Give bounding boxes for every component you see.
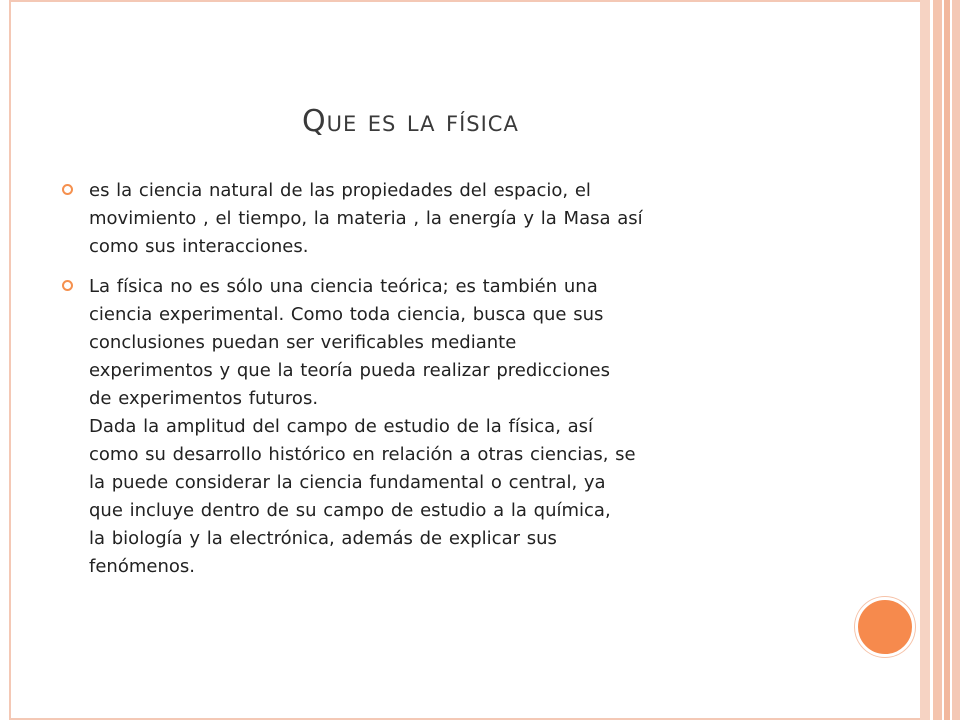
decorative-stripe	[933, 0, 942, 720]
decorative-stripe	[920, 0, 930, 720]
decorative-stripe	[952, 0, 960, 720]
bullet-text: es la ciencia natural de las propiedades del espacio, el movimiento , el tiempo, la materia , la energía y la Masa así como sus interacciones.	[89, 180, 643, 257]
bullet-item	[60, 273, 820, 581]
slide-border-left	[9, 0, 11, 720]
decorative-circle	[855, 597, 915, 657]
slide-border-top	[9, 0, 920, 2]
bullet-ring-icon	[62, 184, 73, 195]
slide-title: Que es la física	[302, 104, 519, 139]
bullet-list	[60, 177, 820, 593]
bullet-text: La física no es sólo una ciencia teórica; es también una ciencia experimental. Como toda ciencia, busca que sus conclusiones puedan ser verificables mediante experimentos y que la teoría pueda realizar predicciones de experimentos futuros. Dada la amplitud del campo de estudio de la física, así como su desarrollo histórico en relación a otras ciencias, se la puede considerar la ciencia fundamental o central, ya que incluye dentro de su campo de estudio a la química, la biología y la electrónica, además de explicar sus fenómenos.	[89, 276, 636, 577]
bullet-item	[60, 177, 820, 261]
bullet-ring-icon	[62, 280, 73, 291]
